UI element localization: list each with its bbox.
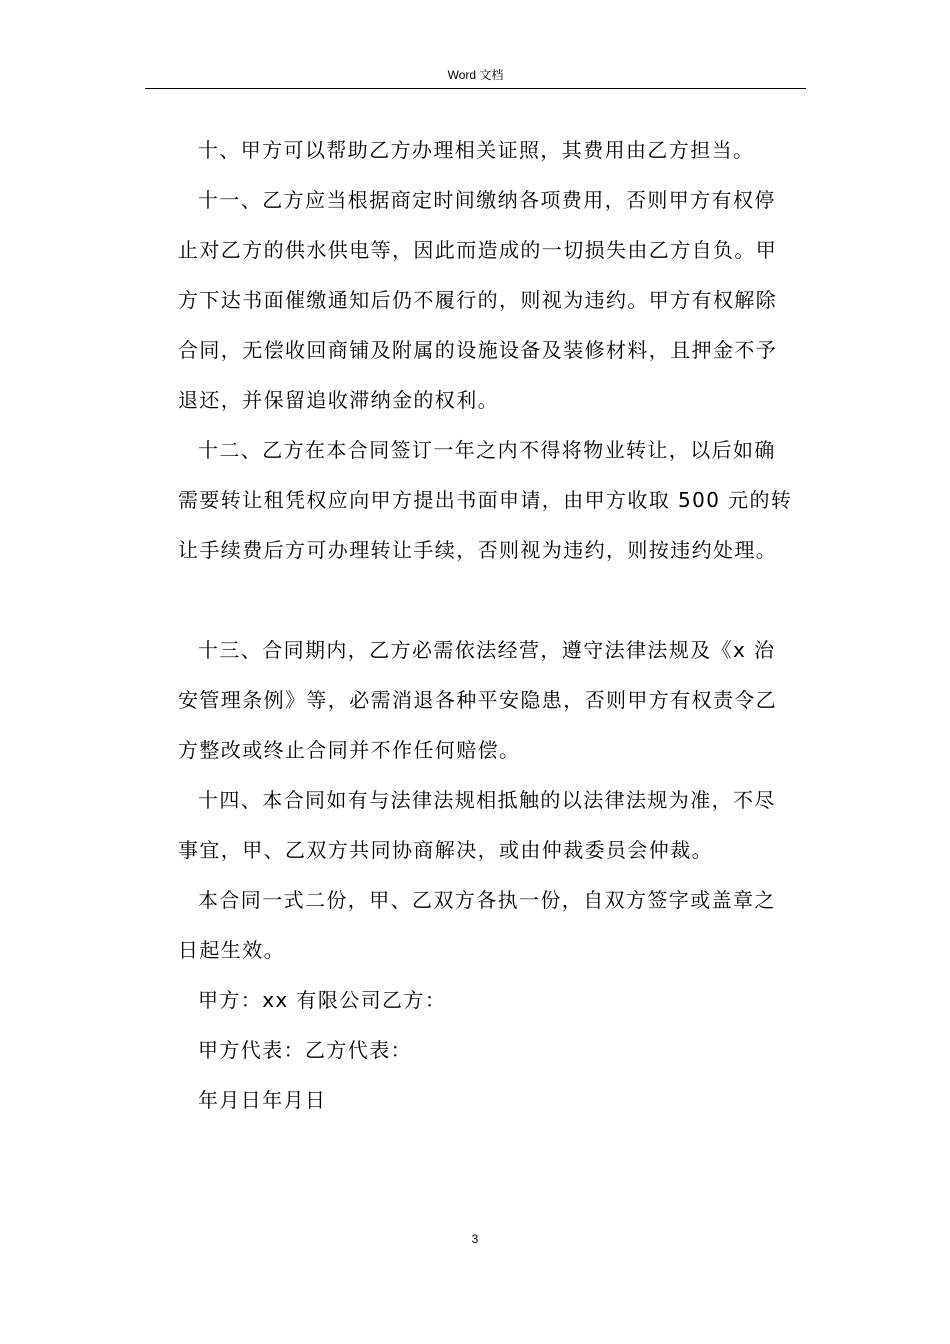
text-line: 退还，并保留追收滞纳金的权利。 — [178, 388, 499, 412]
text-line: 年月日年月日 — [198, 1088, 327, 1112]
text-line: 安管理条例》等，必需消退各种平安隐患，否则甲方有权责令乙 — [178, 688, 778, 712]
text-line: 方整改或终止合同并不作任何赔偿。 — [178, 738, 521, 762]
representatives-line — [178, 1025, 808, 1075]
text-line: 方下达书面催缴通知后仍不履行的，则视为违约。甲方有权解除 — [178, 288, 778, 312]
effective-clause — [178, 875, 808, 975]
paragraph-gap — [178, 575, 808, 625]
text-line: 合同，无偿收回商铺及附属的设施设备及装修材料，且押金不予 — [178, 338, 778, 362]
document-body — [178, 125, 808, 1125]
date-line — [178, 1075, 808, 1125]
clause-12 — [178, 425, 808, 575]
text-line: 十、甲方可以帮助乙方办理相关证照，其费用由乙方担当。 — [198, 138, 755, 162]
page-header — [145, 64, 806, 89]
text-line: 甲方：xx 有限公司乙方： — [198, 988, 447, 1012]
header-text: Word 文档 — [447, 68, 504, 82]
clause-10 — [178, 125, 808, 175]
page-number: 3 — [471, 1232, 479, 1246]
text-line: 十二、乙方在本合同签订一年之内不得将物业转让，以后如确 — [198, 438, 776, 462]
clause-14 — [178, 775, 808, 875]
clause-13 — [178, 625, 808, 775]
text-line: 事宜，甲、乙双方共同协商解决，或由仲裁委员会仲裁。 — [178, 838, 713, 862]
text-line: 需要转让租凭权应向甲方提出书面申请，由甲方收取 500 元的转 — [178, 488, 793, 512]
text-line: 甲方代表：乙方代表： — [198, 1038, 412, 1062]
text-line: 十四、本合同如有与法律法规相抵触的以法律法规为准，不尽 — [198, 788, 776, 812]
text-line: 止对乙方的供水供电等，因此而造成的一切损失由乙方自负。甲 — [178, 238, 778, 262]
text-line: 让手续费后方可办理转让手续，否则视为违约，则按违约处理。 — [178, 538, 778, 562]
text-line: 日起生效。 — [178, 938, 285, 962]
party-a-b-line — [178, 975, 808, 1025]
clause-11 — [178, 175, 808, 425]
text-line: 本合同一式二份，甲、乙双方各执一份，自双方签字或盖章之 — [198, 888, 776, 912]
text-line: 十三、合同期内，乙方必需依法经营，遵守法律法规及《x 治 — [198, 638, 776, 662]
text-line: 十一、乙方应当根据商定时间缴纳各项费用，否则甲方有权停 — [198, 188, 776, 212]
